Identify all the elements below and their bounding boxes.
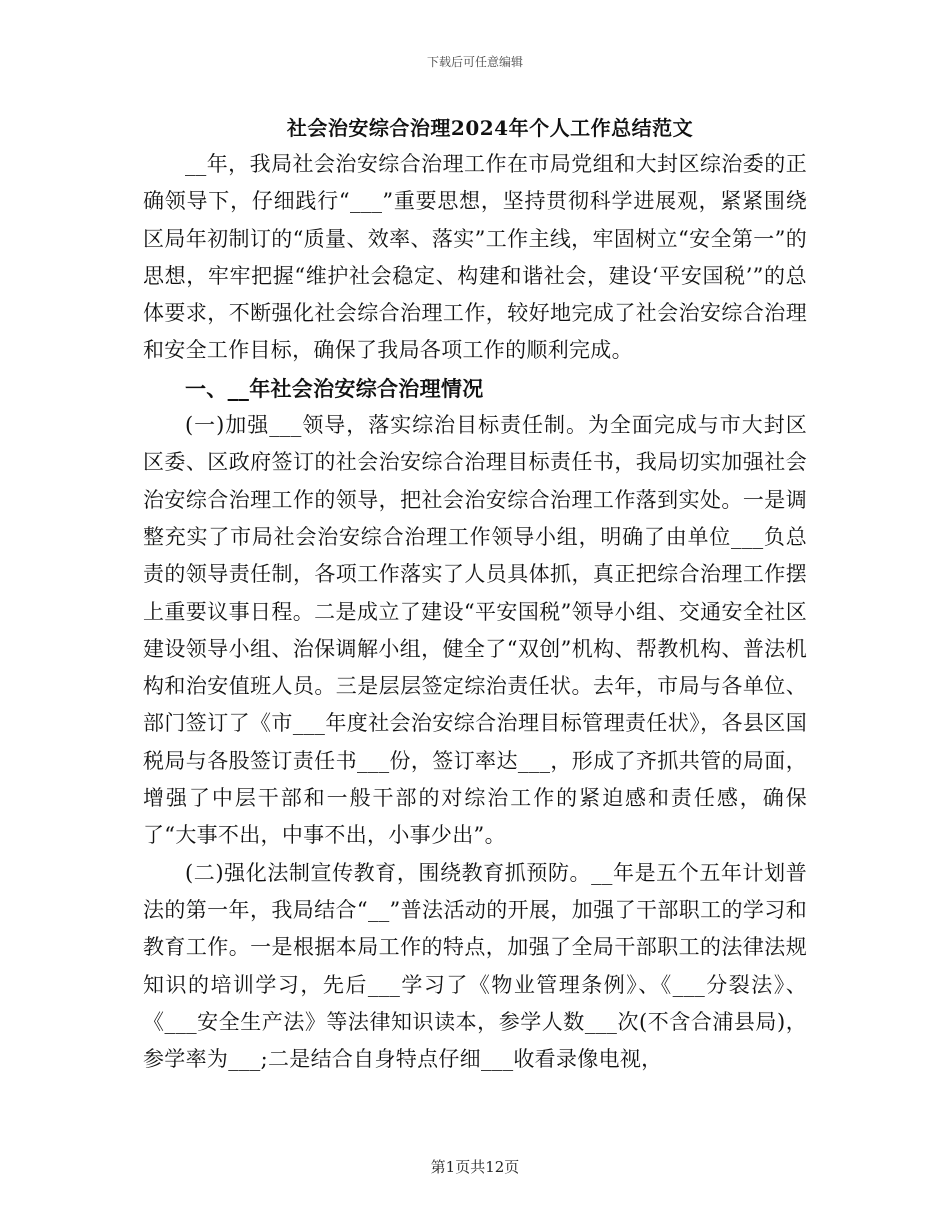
document-title: 社会治安综合治理2024年个人工作总结范文 [286, 116, 694, 140]
paragraph-1: (一)加强___领导，落实综治目标责任制。为全面完成与市大封区区委、区政府签订的社会治安综合治理目标责任书，我局切实加强社会治安综合治理工作的领导，把社会治安综合治理工作落到实处。一是调整充实了市局社会治安综合治理工作领导小组，明确了由单位___负总责的领导责任制，各项工作落实了人员具体抓，真正把综合治理工作摆上重要议事日程。二是成立了建设“平安国税”领导小组、交通安全社区建设领导小组、治保调解小组，健全了“双创”机构、帮教机构、普法机构和治安值班人员。三是层层签定综治责任状。去年，市局与各单位、部门签订了《市___年度社会治安综合治理目标管理责任状》，各县区国税局与各股签订责任书___份，签订率达___，形成了齐抓共管的局面，增强了中层干部和一般干部的对综治工作的紧迫感和责任感，确保了“大事不出，中事不出，小事少出”。 [143, 413, 807, 848]
intro-paragraph: __年，我局社会治安综合治理工作在市局党组和大封区综治委的正确领导下，仔细践行“___”重要思想，坚持贯彻科学进展观，紧紧围绕区局年初制订的“质量、效率、落实”工作主线，牢固树立“安全第一”的思想，牢牢把握“维护社会稳定、构建和谐社会，建设‘平安国税’”的总体要求，不断强化社会综合治理工作，较好地完成了社会治安综合治理和安全工作目标，确保了我局各项工作的顺利完成。 [143, 152, 807, 363]
document-body [143, 110, 807, 1078]
page-number: 第1页共12页 [430, 1158, 520, 1176]
section-heading: 一、__年社会治安综合治理情况 [185, 375, 484, 401]
page-header-note: 下载后可任意编辑 [426, 55, 523, 69]
paragraph-2: (二)强化法制宣传教育，围绕教育抓预防。__年是五个五年计划普法的第一年，我局结合“__”普法活动的开展，加强了干部职工的学习和教育工作。一是根据本局工作的特点，加强了全局干部职工的法律法规知识的培训学习，先后___学习了《物业管理条例》、《___分裂法》、《___安全生产法》等法律知识读本，参学人数___次(不含合浦县局)，参学率为___;二是结合自身特点仔细___收看录像电视， [143, 860, 807, 1072]
